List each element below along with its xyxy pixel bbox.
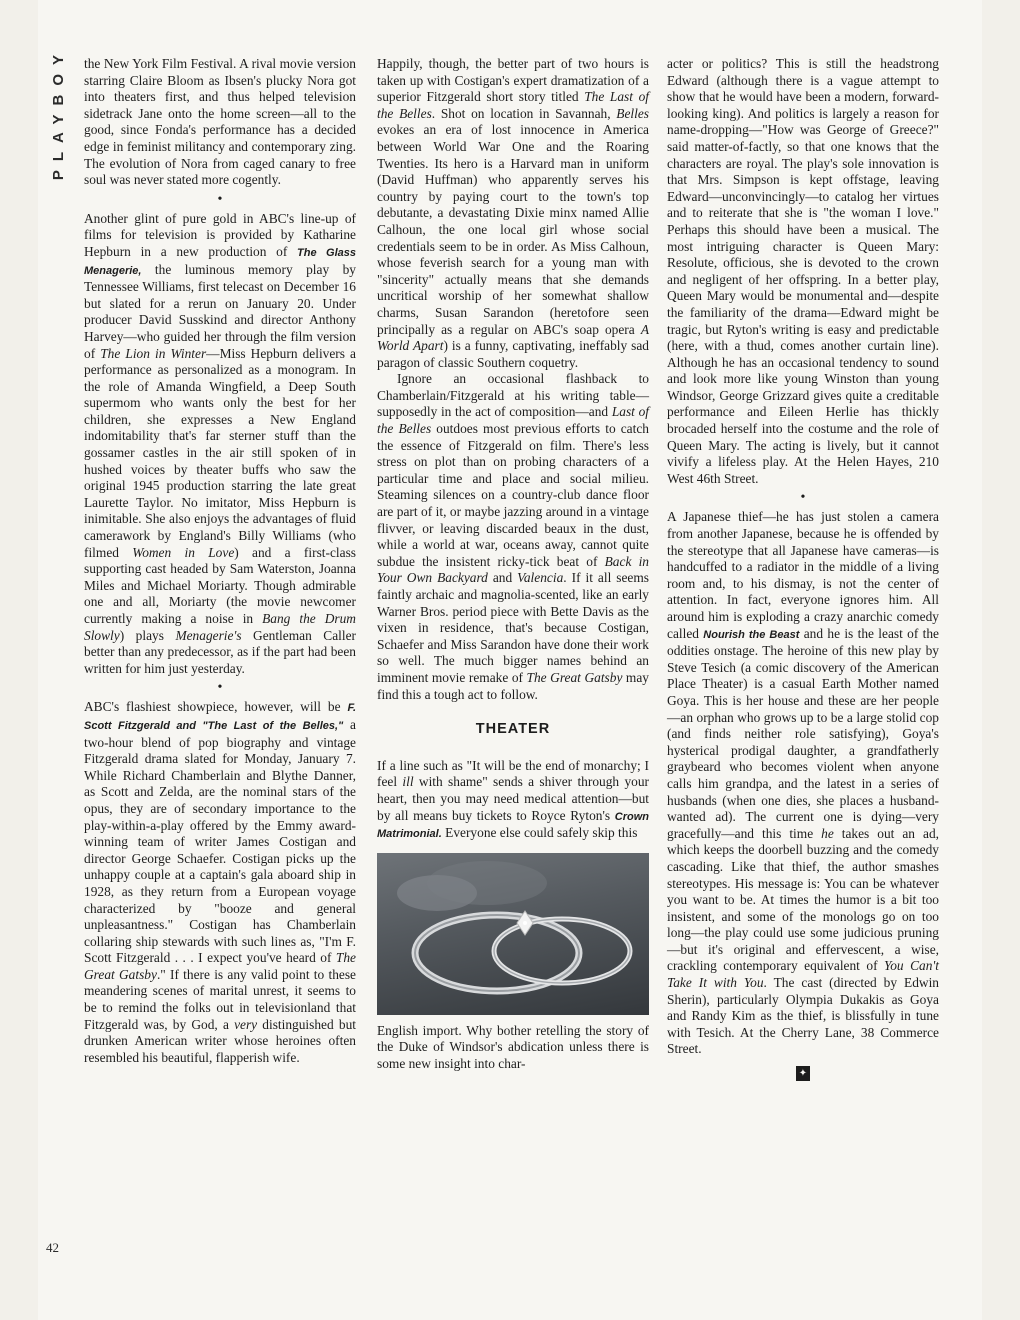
paragraph: A Japanese thief—he has just stolen a camera from another Japanese, because he is offended by the stereotype that all Japanese have cameras—is handcuffed to a radiator in the middle of a living room and, to his dismay, is not the center of attention. In fact, everyone ignores him. All around him is exploding a crazy anarchic comedy called Nourish the Beast and he is the least of the oddities onstage. The heroine of this new play by Steve Tesich (a comic discovery of the American Place Theater) is a casual Earth Mother named Goya. This is her house and these are her people—an orphan who grows up to be a large stolid cop (and finds neither role satisfying), Goya's hysterical prodigal daughter, a grandfatherly graybeard who becomes violent when anyone calls him grandpa, and the latest in a series of husbands (when one dies, she places a husband-wanted ad). The current one is dying—very gracefully—and this time he takes out an ad, which keeps the doorbell buzzing and the comedy cascading. Like that thief, the author smashes stereotypes. His message is: You can be whatever you want to be. At times the humor is a bit too insistent, and some of the monologs go on too long—the play could use some judicious pruning—but it's original and effervescent, a wise, crackling contemporary equivalent of You Can't Take It with You. The cast (directed by Edwin Sherin), particularly Olympia Dukakis as Goya and Randy Kim as the thief, is blissfully in tune with Tesich. At the Cherry Lane, 38 Commerce Street. <box>667 509 939 1057</box>
separator-dot: • <box>800 490 806 506</box>
paragraph: Happily, though, the better part of two hours is taken up with Costigan's expert dramatization of a superior Fitzgerald short story titled The Last of the Belles. Shot on location in Savannah, Belles evokes an era of lost innocence in America between World War One and the Roaring Twenties. Its hero is a Harvard man in uniform (David Huffman) who apparently serves his country by paying court to the town's top debutante, a devastating Dixie minx named Allie Calhoun, the one local girl whose social credentials seem to be in order. As Miss Calhoun, whose feverish search for a young man with "sincerity" actually means that she demands uncritical worship of her somewhat shallow charms, Susan Sarandon (heretofore seen principally as a regular on ABC's soap opera A World Apart) is a funny, captivating, ineffably sad paragon of classic Southern coquetry. <box>377 56 650 370</box>
program-title: The Glass Menagerie, <box>84 246 357 277</box>
column-3 <box>667 56 939 1081</box>
section-heading: THEATER <box>475 721 551 738</box>
wedding-rings-image <box>377 853 649 1015</box>
paragraph: Ignore an occasional flashback to Chamberlain/Fitzgerald at his writing table—supposedly in the act of composition—and Last of the Belles outdoes most previous efforts to catch the essence of Fitzgerald on film. There's less stress on plot than on probing characters of a particular time and place and social milieu. Steaming silences on a country-club dance floor are part of it, or maybe jazzing around in a vintage flivver, or leaving discarded beaux in the dust, while a world at war, oceans away, cannot quite subdue the insistent ricky-tick beat of Back in Your Own Backyard and Valencia. If it all seems faintly archaic and magnolia-scented, like an early Warner Bros. period piece with Bette Davis as the vixen in residence, that's because Costigan, Schaefer and Miss Sarandon have done their work so well. The much bigger names behind an imminent movie remake of The Great Gatsby may find this a tough act to follow. <box>377 371 649 702</box>
wedding-rings-photo <box>377 853 649 1015</box>
paragraph: Another glint of pure gold in ABC's line-up of films for television is provided by Katharine Hepburn in a new production of The Glass Menagerie, the luminous memory play by Tennessee Williams, first telecast on December 16 but slated for a rerun on January 20. Under producer David Susskind and director Anthony Harvey—who guided her through the film version of The Lion in Winter—Miss Hepburn delivers a performance as personalized as a monogram. In the role of Amanda Wingfield, a Deep South supermom who wants only the best for her children, she expresses a New England indomitability that's far sterner stuff than the gossamer castles in the air still spoken of in hushed voices by theater buffs who saw the original 1945 production starring the late great Laurette Taylor. No imitator, Miss Hepburn is inimitable. She also enjoys the advantages of fluid camerawork by England's Billy Williams (who filmed Women in Love) and a first-class supporting cast headed by Sam Waterston, Joanna Miles and Michael Moriarty. Though admirable one and all, Moriarty (the movie newcomer currently making a noise in Bang the Drum Slowly) plays Menagerie's Gentleman Caller better than any predecessor, as if the part had been written for him just yesterday. <box>84 210 357 676</box>
masthead: PLAYBOY <box>50 46 67 181</box>
paragraph: the New York Film Festival. A rival movie version starring Claire Bloom as Ibsen's plucky Nora got into theaters first, and thus helped television sidetrack Jane onto the home screen—all to the good, since Fonda's performance has a decided edge in feminist militancy and contemporary zing. The evolution of Nora from caged canary to free soul was never stated more cogently. <box>84 56 356 188</box>
page-number: 42 <box>46 1240 59 1255</box>
paragraph: ABC's flashiest showpiece, however, will be F. Scott Fitzgerald and "The Last of the Belles," a two-hour blend of pop biography and vintage Fitzgerald drama slated for Monday, January 7. While Richard Chamberlain and Blythe Danner, as Scott and Zelda, are the nominal stars of the opus, they are of secondary importance to the play-within-a-play offered by the Emmy award-winning team of writer James Costigan and director George Schaefer. Costigan picks up the unhappy couple at a captain's gala aboard ship in 1928, as they return from a European voyage characterized by "booze and general unpleasantness." Costigan has Chamberlain collaring ship stewards with such lines as, "I'm F. Scott Fitzgerald . . . I expect you've heard of The Great Gatsby." If there is any valid point to these meandering scenes of marital unrest, it seems to be to remind the folks out in televisionland that Fitzgerald was, by God, a very distinguished but drunken American writer whose heroines often resembled his beautiful, flapperish wife. <box>84 699 356 1065</box>
play-title: Nourish the Beast <box>703 628 800 641</box>
paragraph: acter or politics? This is still the headstrong Edward (although there is a vague attempt to show that he would have been a modern, forward-looking king). And politics is largely a reason for name-dropping—"How was George of Greece?" said matter-of-factly, so that one knows that the characters are royal. The play's sole innovation is that Mrs. Simpson is kept offstage, leaving Edward—unconvincingly—to catalog her virtues and to reiterate that she is "the woman I love." Perhaps this should have been a musical. The most intriguing character is Queen Mary: Resolute, officious, she is devoted to the crown and negligent of her offspring. In a better play, Queen Mary would be monumental and—despite the familiarity of the drama—Edward might be tragic, but Ryton's writing is easy and predictable (here, with a thud, comes another curtain line). Although he has an occasional tendency to sound and look more like young Winston than young Windsor, George Grizzard gives quite a creditable performance and Eileen Herlie has thickly brocaded herself into the costume and the role of Queen Mary. The acting is lively, but it cannot vivify a lifeless play. At the Helen Hayes, 210 West 46th Street. <box>667 56 939 486</box>
program-title: F. Scott Fitzgerald and "The Last of the Belles," <box>84 702 356 732</box>
separator-dot: • <box>217 680 223 696</box>
separator-dot: • <box>217 191 223 207</box>
paragraph: If a line such as "It will be the end of monarchy; I feel ill with shame" sends a shiver through your heart, then you may need medical attention—but by all means buy tickets to Royce Ryton's Crown Matrimonial. Everyone else could safely skip this <box>377 757 649 841</box>
rabbit-head-logo-icon: ✦ <box>667 1064 939 1081</box>
column-2 <box>377 56 649 1073</box>
play-title: Crown Matrimonial. <box>377 810 649 841</box>
paragraph: English import. Why bother retelling the story of the Duke of Windsor's abdication unless there is some new insight into char- <box>377 1022 649 1071</box>
column-1 <box>84 56 356 1066</box>
